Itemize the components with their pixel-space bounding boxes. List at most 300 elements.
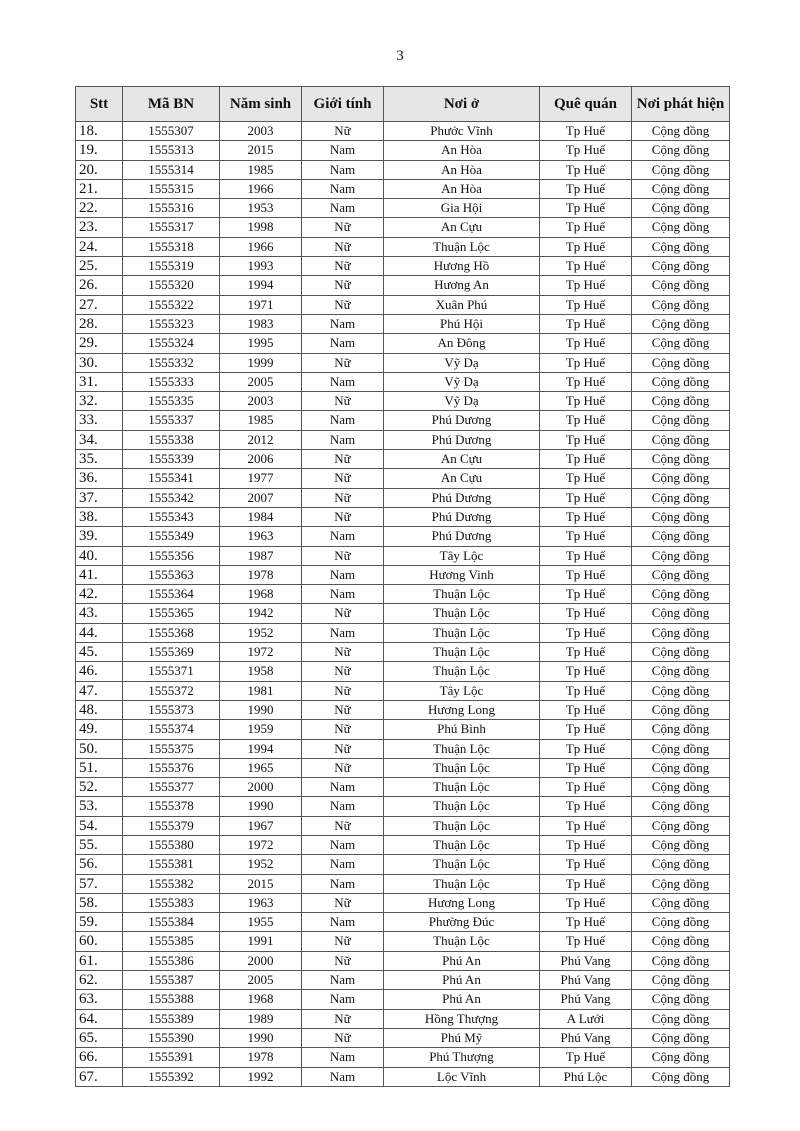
cell-hometown: Tp Huế (540, 546, 632, 565)
table-row (76, 739, 730, 758)
cell-gender: Nữ (302, 816, 384, 835)
cell-gender: Nam (302, 372, 384, 391)
cell-hometown: Tp Huế (540, 739, 632, 758)
cell-patient-id: 1555332 (123, 353, 220, 372)
cell-detection-place: Cộng đồng (632, 643, 730, 662)
cell-birth-year: 1985 (220, 411, 302, 430)
cell-birth-year: 1963 (220, 893, 302, 912)
table-row (76, 662, 730, 681)
cell-gender: Nữ (302, 739, 384, 758)
cell-hometown: Tp Huế (540, 372, 632, 391)
cell-hometown: Tp Huế (540, 778, 632, 797)
cell-gender: Nữ (302, 720, 384, 739)
cell-stt: 27. (76, 295, 123, 314)
table-row (76, 507, 730, 526)
cell-patient-id: 1555392 (123, 1067, 220, 1086)
cell-birth-year: 1968 (220, 990, 302, 1009)
cell-birth-year: 2005 (220, 971, 302, 990)
cell-birth-year: 1999 (220, 353, 302, 372)
cell-stt: 22. (76, 199, 123, 218)
cell-stt: 23. (76, 218, 123, 237)
cell-hometown: Tp Huế (540, 565, 632, 584)
cell-stt: 43. (76, 604, 123, 623)
cell-hometown: Tp Huế (540, 430, 632, 449)
header-hometown: Quê quán (540, 87, 632, 122)
table-row (76, 720, 730, 739)
cell-detection-place: Cộng đồng (632, 739, 730, 758)
cell-birth-year: 1990 (220, 797, 302, 816)
table-row (76, 990, 730, 1009)
cell-stt: 58. (76, 893, 123, 912)
cell-gender: Nam (302, 411, 384, 430)
cell-patient-id: 1555365 (123, 604, 220, 623)
cell-detection-place: Cộng đồng (632, 971, 730, 990)
cell-residence: Phú Dương (384, 507, 540, 526)
cell-residence: Tây Lộc (384, 546, 540, 565)
cell-residence: Phú An (384, 971, 540, 990)
cell-stt: 26. (76, 276, 123, 295)
cell-residence: An Cựu (384, 450, 540, 469)
cell-stt: 60. (76, 932, 123, 951)
table-row (76, 527, 730, 546)
cell-birth-year: 2015 (220, 874, 302, 893)
cell-residence: Thuận Lộc (384, 623, 540, 642)
cell-stt: 46. (76, 662, 123, 681)
cell-gender: Nữ (302, 450, 384, 469)
table-row (76, 488, 730, 507)
cell-birth-year: 2000 (220, 778, 302, 797)
table-row (76, 623, 730, 642)
cell-residence: Vỹ Dạ (384, 392, 540, 411)
cell-birth-year: 2006 (220, 450, 302, 469)
cell-hometown: Tp Huế (540, 334, 632, 353)
cell-hometown: Phú Vang (540, 971, 632, 990)
cell-residence: Xuân Phú (384, 295, 540, 314)
cell-hometown: Phú Lộc (540, 1067, 632, 1086)
cell-residence: Phú Dương (384, 527, 540, 546)
cell-gender: Nam (302, 1048, 384, 1067)
cell-birth-year: 1959 (220, 720, 302, 739)
cell-hometown: Tp Huế (540, 893, 632, 912)
cell-gender: Nam (302, 913, 384, 932)
cell-detection-place: Cộng đồng (632, 1067, 730, 1086)
cell-gender: Nữ (302, 469, 384, 488)
cell-stt: 24. (76, 237, 123, 256)
cell-detection-place: Cộng đồng (632, 430, 730, 449)
cell-gender: Nam (302, 430, 384, 449)
cell-patient-id: 1555374 (123, 720, 220, 739)
cell-residence: Hương Hồ (384, 257, 540, 276)
cell-detection-place: Cộng đồng (632, 199, 730, 218)
cell-gender: Nam (302, 585, 384, 604)
cell-gender: Nữ (302, 700, 384, 719)
cell-birth-year: 2007 (220, 488, 302, 507)
cell-patient-id: 1555390 (123, 1028, 220, 1047)
cell-birth-year: 1978 (220, 1048, 302, 1067)
cell-detection-place: Cộng đồng (632, 1009, 730, 1028)
cell-gender: Nữ (302, 257, 384, 276)
table-row (76, 758, 730, 777)
cell-patient-id: 1555387 (123, 971, 220, 990)
cell-detection-place: Cộng đồng (632, 932, 730, 951)
table-row (76, 1067, 730, 1086)
cell-stt: 49. (76, 720, 123, 739)
header-birth-year: Năm sinh (220, 87, 302, 122)
cell-detection-place: Cộng đồng (632, 546, 730, 565)
cell-birth-year: 1995 (220, 334, 302, 353)
cell-residence: Hương Long (384, 893, 540, 912)
cell-birth-year: 1942 (220, 604, 302, 623)
cell-residence: An Cựu (384, 469, 540, 488)
cell-patient-id: 1555378 (123, 797, 220, 816)
cell-patient-id: 1555319 (123, 257, 220, 276)
cell-detection-place: Cộng đồng (632, 835, 730, 854)
cell-birth-year: 1994 (220, 276, 302, 295)
table-row (76, 430, 730, 449)
cell-stt: 67. (76, 1067, 123, 1086)
cell-residence: Phú Thượng (384, 1048, 540, 1067)
table-row (76, 237, 730, 256)
cell-residence: Tây Lộc (384, 681, 540, 700)
table-row (76, 546, 730, 565)
cell-detection-place: Cộng đồng (632, 276, 730, 295)
cell-stt: 55. (76, 835, 123, 854)
cell-birth-year: 1983 (220, 314, 302, 333)
cell-detection-place: Cộng đồng (632, 797, 730, 816)
cell-residence: Hương An (384, 276, 540, 295)
cell-stt: 48. (76, 700, 123, 719)
cell-birth-year: 1953 (220, 199, 302, 218)
cell-patient-id: 1555315 (123, 179, 220, 198)
patient-table (75, 86, 730, 1087)
table-row (76, 816, 730, 835)
cell-birth-year: 1977 (220, 469, 302, 488)
cell-stt: 65. (76, 1028, 123, 1047)
cell-stt: 18. (76, 122, 123, 141)
cell-birth-year: 1966 (220, 179, 302, 198)
cell-hometown: Tp Huế (540, 122, 632, 141)
cell-detection-place: Cộng đồng (632, 662, 730, 681)
table-row (76, 681, 730, 700)
cell-patient-id: 1555307 (123, 122, 220, 141)
cell-hometown: Tp Huế (540, 507, 632, 526)
cell-residence: Hương Vinh (384, 565, 540, 584)
cell-birth-year: 1955 (220, 913, 302, 932)
cell-patient-id: 1555339 (123, 450, 220, 469)
cell-residence: Thuận Lộc (384, 585, 540, 604)
table-row (76, 276, 730, 295)
cell-hometown: Tp Huế (540, 932, 632, 951)
cell-patient-id: 1555364 (123, 585, 220, 604)
cell-detection-place: Cộng đồng (632, 585, 730, 604)
cell-detection-place: Cộng đồng (632, 778, 730, 797)
cell-patient-id: 1555335 (123, 392, 220, 411)
cell-birth-year: 2012 (220, 430, 302, 449)
table-row (76, 372, 730, 391)
cell-birth-year: 1971 (220, 295, 302, 314)
cell-gender: Nữ (302, 662, 384, 681)
table-row (76, 913, 730, 932)
table-row (76, 314, 730, 333)
cell-residence: Thuận Lộc (384, 874, 540, 893)
cell-hometown: Tp Huế (540, 314, 632, 333)
cell-gender: Nữ (302, 951, 384, 970)
cell-detection-place: Cộng đồng (632, 816, 730, 835)
cell-residence: Phú Mỹ (384, 1028, 540, 1047)
cell-birth-year: 2000 (220, 951, 302, 970)
cell-stt: 52. (76, 778, 123, 797)
cell-patient-id: 1555317 (123, 218, 220, 237)
cell-stt: 40. (76, 546, 123, 565)
table-body (76, 122, 730, 1087)
cell-birth-year: 1993 (220, 257, 302, 276)
table-row (76, 797, 730, 816)
cell-gender: Nữ (302, 893, 384, 912)
cell-hometown: Tp Huế (540, 623, 632, 642)
table-row (76, 392, 730, 411)
cell-detection-place: Cộng đồng (632, 295, 730, 314)
cell-hometown: Phú Vang (540, 1028, 632, 1047)
cell-detection-place: Cộng đồng (632, 372, 730, 391)
cell-hometown: Tp Huế (540, 758, 632, 777)
cell-birth-year: 1998 (220, 218, 302, 237)
cell-gender: Nam (302, 990, 384, 1009)
cell-detection-place: Cộng đồng (632, 681, 730, 700)
cell-stt: 35. (76, 450, 123, 469)
cell-hometown: Tp Huế (540, 835, 632, 854)
cell-patient-id: 1555380 (123, 835, 220, 854)
table-row (76, 893, 730, 912)
cell-stt: 33. (76, 411, 123, 430)
table-row (76, 353, 730, 372)
table-row (76, 257, 730, 276)
cell-gender: Nam (302, 527, 384, 546)
cell-stt: 61. (76, 951, 123, 970)
table-row (76, 932, 730, 951)
cell-patient-id: 1555333 (123, 372, 220, 391)
cell-residence: Thuận Lộc (384, 797, 540, 816)
cell-stt: 63. (76, 990, 123, 1009)
cell-detection-place: Cộng đồng (632, 758, 730, 777)
cell-stt: 41. (76, 565, 123, 584)
table-row (76, 855, 730, 874)
cell-patient-id: 1555383 (123, 893, 220, 912)
cell-gender: Nữ (302, 546, 384, 565)
cell-detection-place: Cộng đồng (632, 160, 730, 179)
cell-detection-place: Cộng đồng (632, 1048, 730, 1067)
cell-hometown: Tp Huế (540, 855, 632, 874)
cell-patient-id: 1555320 (123, 276, 220, 295)
cell-gender: Nam (302, 199, 384, 218)
cell-birth-year: 1992 (220, 1067, 302, 1086)
table-row (76, 604, 730, 623)
cell-birth-year: 1968 (220, 585, 302, 604)
header-detection-place: Nơi phát hiện (632, 87, 730, 122)
cell-gender: Nữ (302, 932, 384, 951)
cell-birth-year: 1978 (220, 565, 302, 584)
cell-patient-id: 1555318 (123, 237, 220, 256)
cell-gender: Nam (302, 141, 384, 160)
cell-gender: Nữ (302, 237, 384, 256)
cell-hometown: Tp Huế (540, 816, 632, 835)
cell-patient-id: 1555342 (123, 488, 220, 507)
table-row (76, 334, 730, 353)
cell-gender: Nữ (302, 507, 384, 526)
cell-detection-place: Cộng đồng (632, 257, 730, 276)
table-row (76, 971, 730, 990)
cell-gender: Nam (302, 874, 384, 893)
cell-gender: Nữ (302, 604, 384, 623)
cell-stt: 37. (76, 488, 123, 507)
cell-patient-id: 1555381 (123, 855, 220, 874)
cell-gender: Nữ (302, 392, 384, 411)
cell-stt: 66. (76, 1048, 123, 1067)
cell-patient-id: 1555343 (123, 507, 220, 526)
cell-birth-year: 1972 (220, 835, 302, 854)
table-row (76, 469, 730, 488)
cell-hometown: Tp Huế (540, 874, 632, 893)
cell-stt: 64. (76, 1009, 123, 1028)
header-gender: Giới tính (302, 87, 384, 122)
cell-stt: 57. (76, 874, 123, 893)
cell-gender: Nam (302, 565, 384, 584)
cell-residence: Thuận Lộc (384, 604, 540, 623)
cell-residence: An Cựu (384, 218, 540, 237)
table-row (76, 160, 730, 179)
cell-hometown: Tp Huế (540, 527, 632, 546)
header-patient-id: Mã BN (123, 87, 220, 122)
cell-detection-place: Cộng đồng (632, 913, 730, 932)
cell-residence: Phú An (384, 951, 540, 970)
cell-patient-id: 1555384 (123, 913, 220, 932)
cell-patient-id: 1555323 (123, 314, 220, 333)
cell-patient-id: 1555313 (123, 141, 220, 160)
cell-stt: 54. (76, 816, 123, 835)
cell-hometown: Tp Huế (540, 276, 632, 295)
cell-birth-year: 1966 (220, 237, 302, 256)
cell-hometown: Tp Huế (540, 700, 632, 719)
cell-patient-id: 1555375 (123, 739, 220, 758)
cell-patient-id: 1555372 (123, 681, 220, 700)
cell-residence: Thuận Lộc (384, 758, 540, 777)
cell-hometown: Tp Huế (540, 488, 632, 507)
cell-residence: Thuận Lộc (384, 643, 540, 662)
cell-patient-id: 1555337 (123, 411, 220, 430)
table-row (76, 141, 730, 160)
cell-detection-place: Cộng đồng (632, 951, 730, 970)
cell-patient-id: 1555377 (123, 778, 220, 797)
cell-patient-id: 1555322 (123, 295, 220, 314)
cell-detection-place: Cộng đồng (632, 623, 730, 642)
cell-stt: 51. (76, 758, 123, 777)
cell-detection-place: Cộng đồng (632, 507, 730, 526)
header-stt: Stt (76, 87, 123, 122)
cell-gender: Nam (302, 160, 384, 179)
cell-gender: Nam (302, 314, 384, 333)
cell-detection-place: Cộng đồng (632, 218, 730, 237)
cell-residence: Lộc Vĩnh (384, 1067, 540, 1086)
cell-patient-id: 1555379 (123, 816, 220, 835)
cell-residence: Phước Vĩnh (384, 122, 540, 141)
table-row (76, 1048, 730, 1067)
cell-patient-id: 1555376 (123, 758, 220, 777)
cell-detection-place: Cộng đồng (632, 353, 730, 372)
cell-stt: 39. (76, 527, 123, 546)
cell-stt: 53. (76, 797, 123, 816)
cell-hometown: Tp Huế (540, 1048, 632, 1067)
cell-residence: Phú Dương (384, 430, 540, 449)
cell-hometown: Tp Huế (540, 604, 632, 623)
table-row (76, 199, 730, 218)
cell-hometown: Tp Huế (540, 257, 632, 276)
cell-gender: Nữ (302, 681, 384, 700)
cell-hometown: Tp Huế (540, 353, 632, 372)
cell-residence: An Hòa (384, 160, 540, 179)
cell-patient-id: 1555316 (123, 199, 220, 218)
cell-residence: Thuận Lộc (384, 662, 540, 681)
cell-detection-place: Cộng đồng (632, 893, 730, 912)
cell-detection-place: Cộng đồng (632, 855, 730, 874)
cell-detection-place: Cộng đồng (632, 122, 730, 141)
cell-detection-place: Cộng đồng (632, 334, 730, 353)
cell-residence: Thuận Lộc (384, 816, 540, 835)
cell-gender: Nam (302, 971, 384, 990)
cell-residence: Phú Dương (384, 488, 540, 507)
cell-gender: Nam (302, 623, 384, 642)
cell-hometown: Phú Vang (540, 951, 632, 970)
cell-hometown: Tp Huế (540, 720, 632, 739)
cell-residence: Hương Long (384, 700, 540, 719)
cell-hometown: Tp Huế (540, 199, 632, 218)
cell-patient-id: 1555368 (123, 623, 220, 642)
cell-hometown: Tp Huế (540, 662, 632, 681)
cell-residence: An Hòa (384, 141, 540, 160)
cell-stt: 56. (76, 855, 123, 874)
cell-hometown: Tp Huế (540, 643, 632, 662)
cell-residence: Vỹ Dạ (384, 372, 540, 391)
table-row (76, 951, 730, 970)
cell-hometown: Tp Huế (540, 218, 632, 237)
table-row (76, 450, 730, 469)
cell-residence: Phú Hội (384, 314, 540, 333)
cell-hometown: Tp Huế (540, 585, 632, 604)
cell-detection-place: Cộng đồng (632, 469, 730, 488)
cell-birth-year: 1985 (220, 160, 302, 179)
cell-gender: Nam (302, 179, 384, 198)
cell-detection-place: Cộng đồng (632, 411, 730, 430)
cell-gender: Nữ (302, 122, 384, 141)
cell-detection-place: Cộng đồng (632, 392, 730, 411)
cell-gender: Nữ (302, 1028, 384, 1047)
cell-birth-year: 2003 (220, 392, 302, 411)
cell-stt: 34. (76, 430, 123, 449)
cell-detection-place: Cộng đồng (632, 565, 730, 584)
cell-detection-place: Cộng đồng (632, 450, 730, 469)
cell-residence: An Hòa (384, 179, 540, 198)
table-row (76, 585, 730, 604)
cell-stt: 29. (76, 334, 123, 353)
cell-residence: Phú Dương (384, 411, 540, 430)
cell-stt: 36. (76, 469, 123, 488)
cell-patient-id: 1555363 (123, 565, 220, 584)
cell-residence: Thuận Lộc (384, 932, 540, 951)
cell-gender: Nam (302, 1067, 384, 1086)
cell-birth-year: 1965 (220, 758, 302, 777)
cell-hometown: A Lưới (540, 1009, 632, 1028)
cell-residence: Thuận Lộc (384, 237, 540, 256)
cell-stt: 21. (76, 179, 123, 198)
cell-gender: Nữ (302, 295, 384, 314)
